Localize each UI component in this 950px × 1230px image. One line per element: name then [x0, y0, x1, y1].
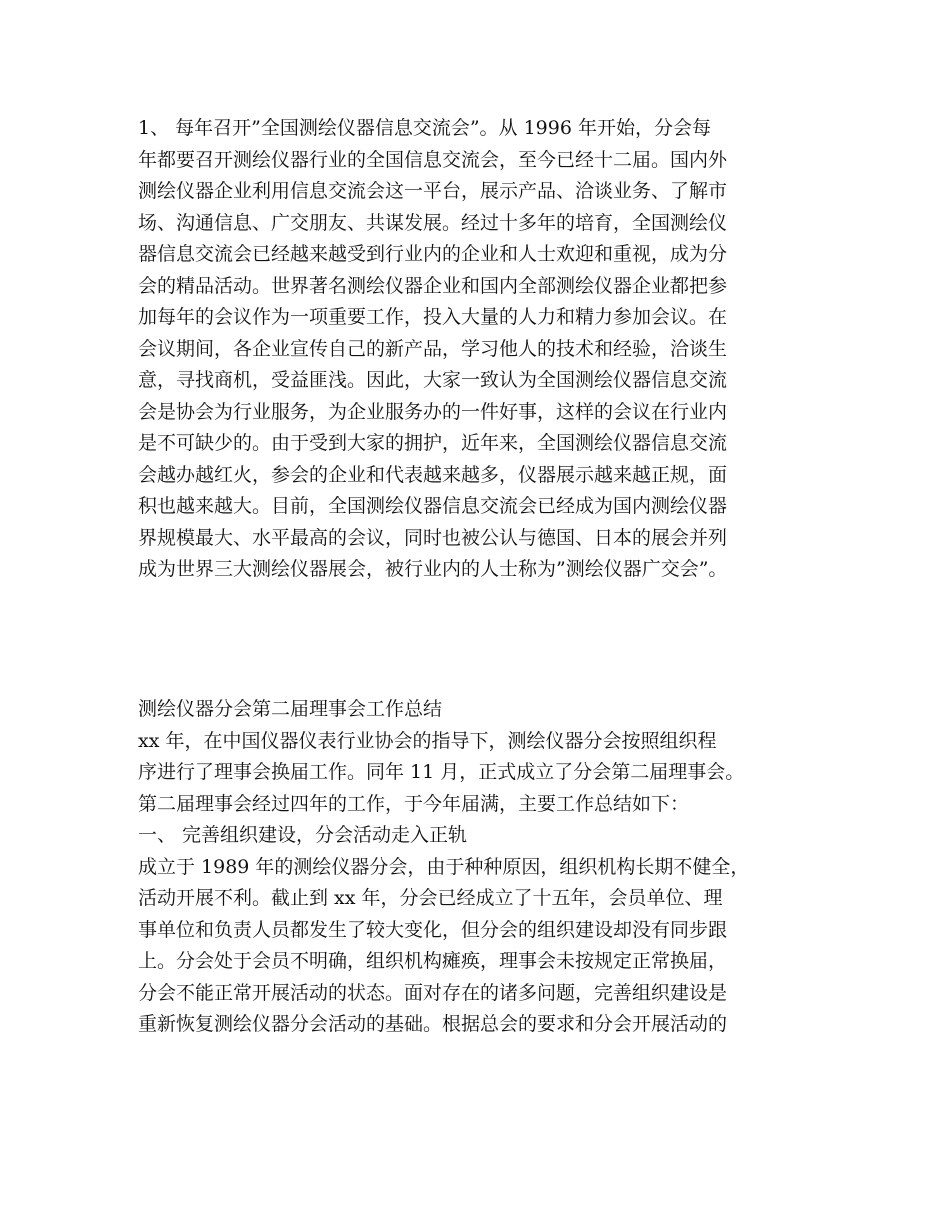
text-line: 分会不能正常开展活动的状态。面对存在的诸多问题，完善组织建设是 — [138, 981, 728, 1004]
work-summary-section — [138, 694, 838, 1041]
text-line: 意，寻找商机，受益匪浅。因此，大家一致认为全国测绘仪器信息交流 — [138, 369, 728, 391]
text-line: 加每年的会议作为一项重要工作，投入大量的人力和精力参加会议。在 — [138, 306, 728, 328]
text-line: 测绘仪器企业利用信息交流会这一平台，展示产品、洽谈业务、了解市 — [138, 180, 728, 202]
text-line: 成为世界三大测绘仪器展会，被行业内的人士称为”测绘仪器广交会”。 — [138, 558, 728, 580]
text-line: 器信息交流会已经越来越受到行业内的企业和人士欢迎和重视，成为分 — [138, 243, 728, 265]
text-line: 活动开展不利。截止到 xx 年，分会已经成立了十五年，会员单位、理 — [138, 887, 723, 909]
text-line: 积也越来越大。目前，全国测绘仪器信息交流会已经成为国内测绘仪器 — [138, 495, 728, 517]
text-line: 重新恢复测绘仪器分会活动的基础。根据总会的要求和分会开展活动的 — [138, 1013, 728, 1035]
subsection-heading: 一、 完善组织建设，分会活动走入正轨 — [138, 824, 468, 846]
text-line: 会的精品活动。世界著名测绘仪器企业和国内全部测绘仪器企业都把参 — [138, 274, 728, 297]
text-line: 场、沟通信息、广交朋友、共谋发展。经过十多年的培育，全国测绘仪 — [138, 211, 728, 234]
text-line: 会是协会为行业服务，为企业服务办的一件好事，这样的会议在行业内 — [138, 400, 728, 423]
text-line: 是不可缺少的。由于受到大家的拥护，近年来，全国测绘仪器信息交流 — [138, 432, 728, 454]
section-title: 测绘仪器分会第二届理事会工作总结 — [138, 698, 443, 720]
text-line: 成立于 1989 年的测绘仪器分会，由于种种原因，组织机构长期不健全， — [138, 855, 750, 878]
text-line: 序进行了理事会换届工作。同年 11 月，正式成立了分会第二届理事会。 — [138, 761, 745, 783]
text-line: 1、 每年召开”全国测绘仪器信息交流会”。从 1996 年开始，分会每 — [138, 117, 711, 139]
text-line: 年都要召开测绘仪器行业的全国信息交流会，至今已经十二届。国内外 — [138, 148, 728, 171]
text-line: 会议期间，各企业宣传自己的新产品，学习他人的技术和经验，洽谈生 — [138, 337, 728, 360]
text-line: 上。分会处于会员不明确，组织机构瘫痪，理事会未按规定正常换届， — [138, 950, 728, 972]
paragraph-info-exchange-conference — [138, 113, 838, 586]
text-line: 第二届理事会经过四年的工作，于今年届满，主要工作总结如下： — [138, 792, 690, 815]
text-line: 会越办越红火，参会的企业和代表越来越多，仪器展示越来越正规，面 — [138, 463, 728, 486]
text-line: 事单位和负责人员都发生了较大变化，但分会的组织建设却没有同步跟 — [138, 918, 728, 941]
text-line: xx 年，在中国仪器仪表行业协会的指导下，测绘仪器分会按照组织程 — [138, 729, 717, 752]
text-line: 界规模最大、水平最高的会议，同时也被公认与德国、日本的展会并列 — [138, 526, 728, 549]
